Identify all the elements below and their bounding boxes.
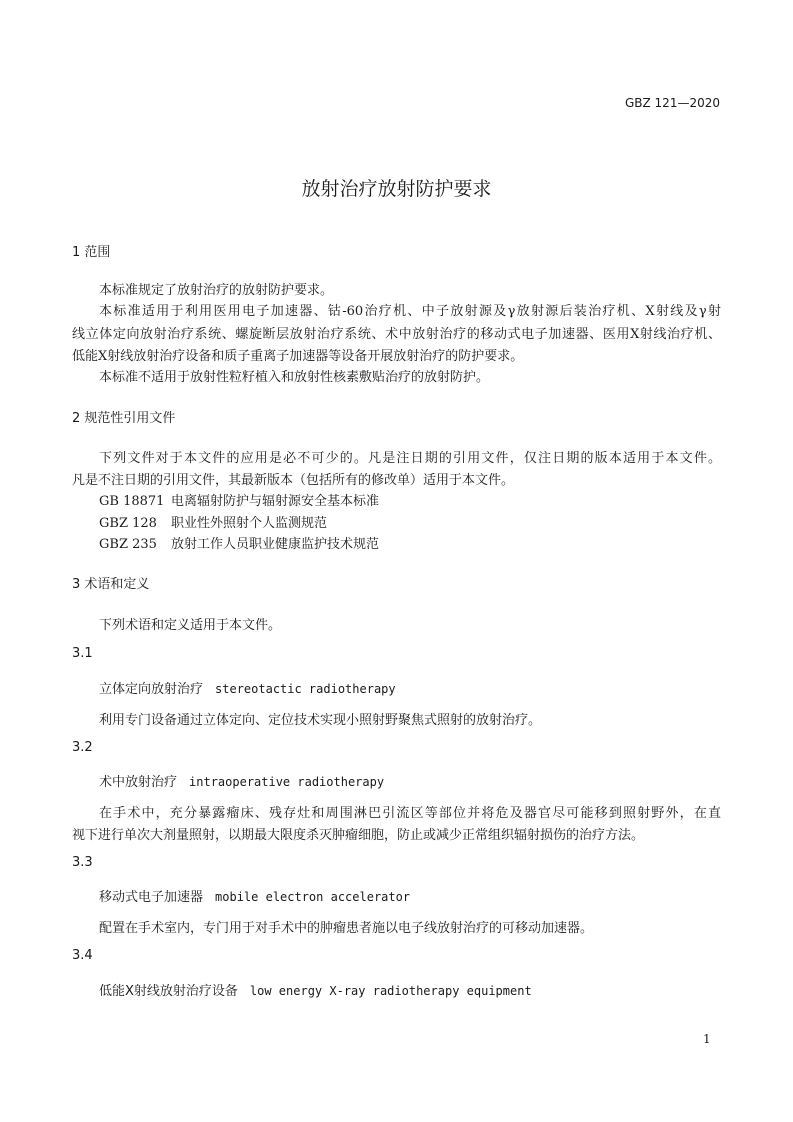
s1-paragraph-2-line-1: 本标准适用于利用医用电子加速器、钴-60治疗机、中子放射源及γ放射源后装治疗机、X射线及γ射 xyxy=(99,304,721,319)
s3-intro: 下列术语和定义适用于本文件。 xyxy=(99,618,282,633)
document-title: 放射治疗放射防护要求 xyxy=(301,178,492,200)
term-number: 3.4 xyxy=(72,948,93,963)
term-heading xyxy=(99,886,410,905)
term-definition-line-1: 在手术中，充分暴露瘤床、残存灶和周围淋巴引流区等部位并将危及器官尽可能移到照射野外，在直 xyxy=(99,806,721,821)
section-2-heading: 2 规范性引用文件 xyxy=(72,411,176,426)
term-chinese: 低能X射线放射治疗设备 xyxy=(99,984,238,999)
reference-code: GB 18871 xyxy=(99,494,165,509)
section-1-heading: 1 范围 xyxy=(72,245,111,260)
reference-title: 放射工作人员职业健康监护技术规范 xyxy=(171,537,380,552)
term-number: 3.1 xyxy=(72,646,93,661)
term-definition-line-2: 视下进行单次大剂量照射，以期最大限度杀灭肿瘤细胞，防止或减少正常组织辐射损伤的治疗方法。 xyxy=(72,828,645,843)
section-3-heading: 3 术语和定义 xyxy=(72,577,150,592)
page-number: 1 xyxy=(703,1032,711,1046)
term-english: mobile electron accelerator xyxy=(215,890,411,904)
term-english: intraoperative radiotherapy xyxy=(189,775,385,789)
reference-item xyxy=(99,533,379,552)
s1-paragraph-2-line-3: 低能X射线放射治疗设备和质子重离子加速器等设备开展放射治疗的防护要求。 xyxy=(72,349,524,364)
reference-code: GBZ 235 xyxy=(99,537,157,552)
term-heading xyxy=(99,771,384,790)
reference-code: GBZ 128 xyxy=(99,516,157,531)
standard-number: GBZ 121—2020 xyxy=(624,96,720,110)
term-english: low energy X-ray radiotherapy equipment xyxy=(249,984,532,998)
term-chinese: 立体定向放射治疗 xyxy=(99,682,204,697)
term-number: 3.2 xyxy=(72,740,93,755)
term-number: 3.3 xyxy=(72,855,93,870)
term-heading xyxy=(99,678,396,697)
s2-paragraph-line-1: 下列文件对于本文件的应用是必不可少的。凡是注日期的引用文件，仅注日期的版本适用于本文件。 xyxy=(99,451,721,466)
s2-paragraph-line-2: 凡是不注日期的引用文件，其最新版本（包括所有的修改单）适用于本文件。 xyxy=(72,473,515,488)
term-chinese: 移动式电子加速器 xyxy=(99,890,204,905)
s1-paragraph-3: 本标准不适用于放射性粒籽植入和放射性核素敷贴治疗的放射防护。 xyxy=(99,370,490,385)
term-heading xyxy=(99,980,532,999)
s1-paragraph-2-line-2: 线立体定向放射治疗系统、螺旋断层放射治疗系统、术中放射治疗的移动式电子加速器、医用X射线治疗机、 xyxy=(72,327,721,342)
reference-title: 职业性外照射个人监测规范 xyxy=(171,516,328,531)
term-english: stereotactic radiotherapy xyxy=(215,682,396,696)
term-definition: 利用专门设备通过立体定向、定位技术实现小照射野聚焦式照射的放射治疗。 xyxy=(99,713,542,728)
reference-item xyxy=(99,490,379,509)
term-chinese: 术中放射治疗 xyxy=(99,775,178,790)
reference-title: 电离辐射防护与辐射源安全基本标准 xyxy=(171,494,380,509)
term-definition: 配置在手术室内，专门用于对手术中的肿瘤患者施以电子线放射治疗的可移动加速器。 xyxy=(99,921,594,936)
s1-paragraph-1: 本标准规定了放射治疗的放射防护要求。 xyxy=(99,283,334,298)
reference-item xyxy=(99,512,327,531)
